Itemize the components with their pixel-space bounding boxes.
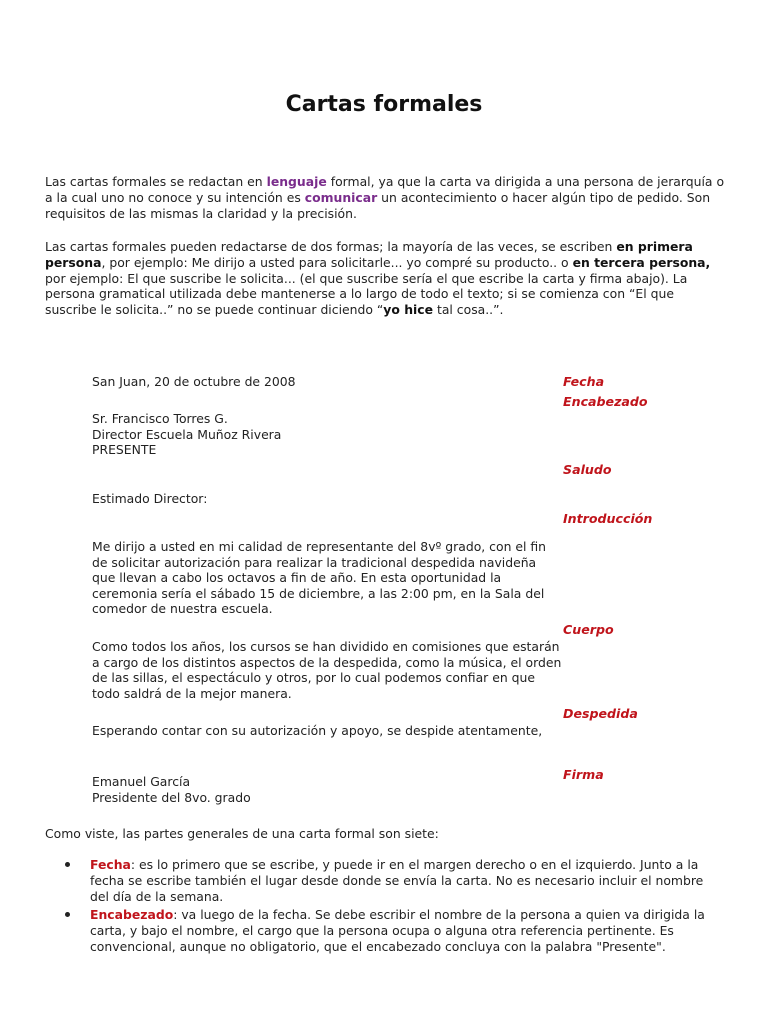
part-text-encabezado: : va luego de la fecha. Se debe escribir el nombre de la persona a quien va dirigida la carta, y bajo el nombre, el cargo que la persona ocupa o alguna otra referencia pertinente. Es convencional, aunque no obligatorio, que el encabezado concluya con la palabra "Presente".	[90, 907, 705, 954]
tag-fecha: Fecha	[563, 374, 605, 389]
bold-yo-hice: yo hice	[383, 302, 434, 318]
page-title: Cartas formales	[285, 92, 483, 117]
intro1-text-c: un acontecimiento o hacer algún tipo de pedido. Son requisitos de las mismas la claridad y la precisión.	[45, 189, 711, 221]
letter-body-1: Me dirijo a usted en mi calidad de representante del 8vº grado, con el fin de solicitar autorización para realizar la tradicional despedida navideña que llevan a cabo los octavos a fin de año. En esta oportunidad la ceremonia sería el sábado 15 de diciembre, a las 2:00 pm, en la Sala del comedor de nuestra escuela.	[92, 539, 547, 617]
tag-saludo: Saludo	[563, 462, 612, 477]
recipient-present: PRESENTE	[92, 442, 157, 458]
intro2-text-d: tal cosa..”.	[433, 302, 504, 318]
intro-paragraph-1	[45, 174, 725, 221]
list-item	[45, 857, 725, 905]
letter-greeting: Estimado Director:	[92, 491, 208, 506]
tag-firma: Firma	[563, 767, 604, 782]
signer-name: Emanuel García	[92, 774, 191, 789]
letter-date: San Juan, 20 de octubre de 2008	[92, 374, 296, 389]
intro2-text-c: por ejemplo: El que suscribe le solicita... (el que suscribe sería el que escribe la carta y firma abajo). La persona gramatical utilizada debe mantenerse a lo largo de todo el texto; si se comienza con “El que suscribe le solicita..” no se puede continuar diciendo “	[45, 270, 688, 318]
summary-text: Como viste, las partes generales de una carta formal son siete:	[45, 826, 439, 841]
intro2-text-b: , por ejemplo: Me dirijo a usted para solicitarle... yo compré su producto.. o	[101, 254, 573, 270]
bold-primera-persona: en primera persona	[45, 239, 693, 270]
parts-list	[45, 857, 725, 957]
intro-paragraph-2	[45, 239, 725, 318]
tag-despedida: Despedida	[563, 706, 638, 721]
link-lenguaje[interactable]: lenguaje	[266, 174, 327, 189]
part-term-encabezado: Encabezado	[90, 907, 174, 922]
tag-cuerpo: Cuerpo	[563, 622, 614, 637]
letter-closing: Esperando contar con su autorización y apoyo, se despide atentamente,	[92, 723, 543, 738]
signer-title: Presidente del 8vo. grado	[92, 789, 251, 805]
intro1-text-a: Las cartas formales se redactan en	[45, 174, 267, 189]
letter-body-2: Como todos los años, los cursos se han dividido en comisiones que estarán a cargo de los distintos aspectos de la despedida, como la música, el orden de las sillas, el espectáculo y otros, por lo cual podemos confiar en que todo saldrá de la mejor manera.	[92, 639, 562, 701]
intro2-text-a: Las cartas formales pueden redactarse de dos formas; la mayoría de las veces, se escriben	[45, 239, 617, 254]
recipient-name: Sr. Francisco Torres G.	[92, 411, 228, 426]
list-item	[45, 907, 725, 955]
part-text-fecha: : es lo primero que se escribe, y puede ir en el margen derecho o en el izquierdo. Junto a la fecha se escribe también el lugar desde donde se envía la carta. No es necesario incluir el nombre del día de la semana.	[90, 857, 704, 904]
bold-tercera-persona: en tercera persona,	[572, 254, 711, 270]
tag-encabezado: Encabezado	[563, 394, 648, 409]
letter-recipient	[92, 411, 562, 458]
bullet-icon	[65, 862, 70, 867]
letter-signature	[92, 774, 562, 805]
part-term-fecha: Fecha	[90, 857, 131, 872]
intro1-text-b: formal, ya que la carta va dirigida a una persona de jerarquía o a la cual uno no conoce y su intención es	[45, 174, 725, 205]
link-comunicar[interactable]: comunicar	[304, 189, 378, 205]
tag-introduccion: Introducción	[563, 511, 653, 526]
recipient-title: Director Escuela Muñoz Rivera	[92, 426, 282, 442]
bullet-icon	[65, 912, 70, 917]
